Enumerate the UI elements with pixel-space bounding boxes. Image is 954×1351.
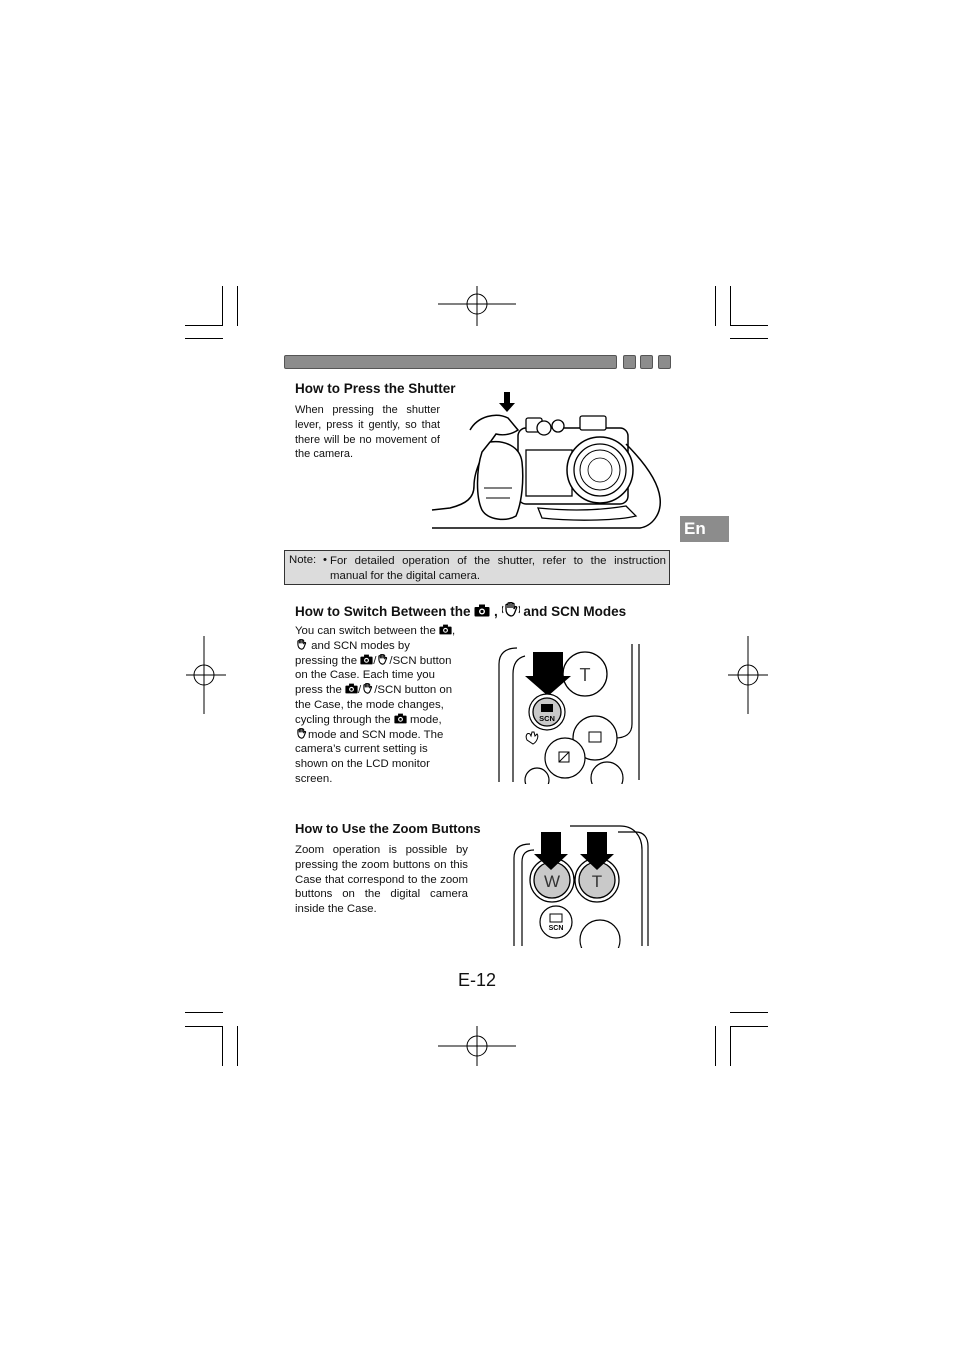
camera-mode-icon <box>439 624 452 635</box>
modes-line-1: You can switch between the , <box>295 625 456 637</box>
illus-scn-label: SCN <box>539 714 555 723</box>
modes-line-10: shown on the LCD monitor <box>295 758 430 771</box>
zoom-section-body: Zoom operation is possible by pressing the zoom buttons on this Case that correspond to the zoom buttons on the digital camera inside the Case. <box>295 844 468 916</box>
modes-title-suffix: and SCN Modes <box>523 604 627 619</box>
header-bar <box>284 355 617 369</box>
anti-shake-mode-icon <box>295 639 308 650</box>
anti-shake-mode-icon <box>376 654 389 665</box>
mode-button-illustration <box>497 644 647 784</box>
header-square-1 <box>623 355 636 369</box>
note-text: For detailed operation of the shutter, refer to the instruction manual for the digital camera. <box>330 555 666 582</box>
registration-mark-left <box>186 636 226 714</box>
note-box <box>284 550 670 585</box>
anti-shake-mode-icon <box>361 683 374 694</box>
header-square-2 <box>640 355 653 369</box>
zoom-section-title: How to Use the Zoom Buttons <box>295 821 481 836</box>
registration-mark-bottom <box>438 1026 516 1066</box>
illus-zoom-scn-label: SCN <box>548 925 564 932</box>
registration-mark-right <box>728 636 768 714</box>
modes-section-title <box>295 602 626 619</box>
hands-holding-camera-illustration <box>430 390 665 532</box>
header-square-3 <box>658 355 671 369</box>
camera-mode-icon <box>394 713 407 724</box>
modes-line-3: pressing the / /SCN button <box>295 654 452 667</box>
camera-mode-icon <box>474 604 490 617</box>
modes-line-11: screen. <box>295 772 333 785</box>
page-number: E-12 <box>458 970 497 990</box>
modes-line-4: on the Case. Each time you <box>295 669 435 682</box>
language-tab: En <box>680 516 729 542</box>
illus-w-button: W <box>543 872 561 891</box>
anti-shake-mode-icon <box>295 728 308 739</box>
modes-title-sep: , <box>494 604 498 619</box>
zoom-buttons-illustration <box>510 822 652 948</box>
camera-mode-icon <box>360 654 373 665</box>
camera-mode-icon <box>345 683 358 694</box>
modes-line-8: mode and SCN mode. The <box>295 728 473 743</box>
modes-line-2: and SCN modes by <box>295 639 473 654</box>
modes-line-9: camera’s current setting is <box>295 743 428 756</box>
illus-t-button: T <box>579 665 591 685</box>
note-label: Note: <box>289 554 317 566</box>
modes-title-prefix: How to Switch Between the <box>295 604 471 619</box>
shutter-section-body: When pressing the shutter lever, press it gently, so that there will be no movement of the camera. <box>295 404 440 461</box>
anti-shake-mode-icon <box>502 602 520 617</box>
note-bullet: • <box>323 554 327 566</box>
modes-line-6: the Case, the mode changes, <box>295 698 444 711</box>
modes-section-body <box>295 624 473 787</box>
registration-mark-top <box>438 286 516 326</box>
modes-line-5: press the / /SCN button on <box>295 684 453 697</box>
shutter-section-title: How to Press the Shutter <box>295 381 456 396</box>
illus-zoom-t-button: T <box>591 872 603 891</box>
modes-line-7: cycling through the mode, <box>295 713 442 726</box>
